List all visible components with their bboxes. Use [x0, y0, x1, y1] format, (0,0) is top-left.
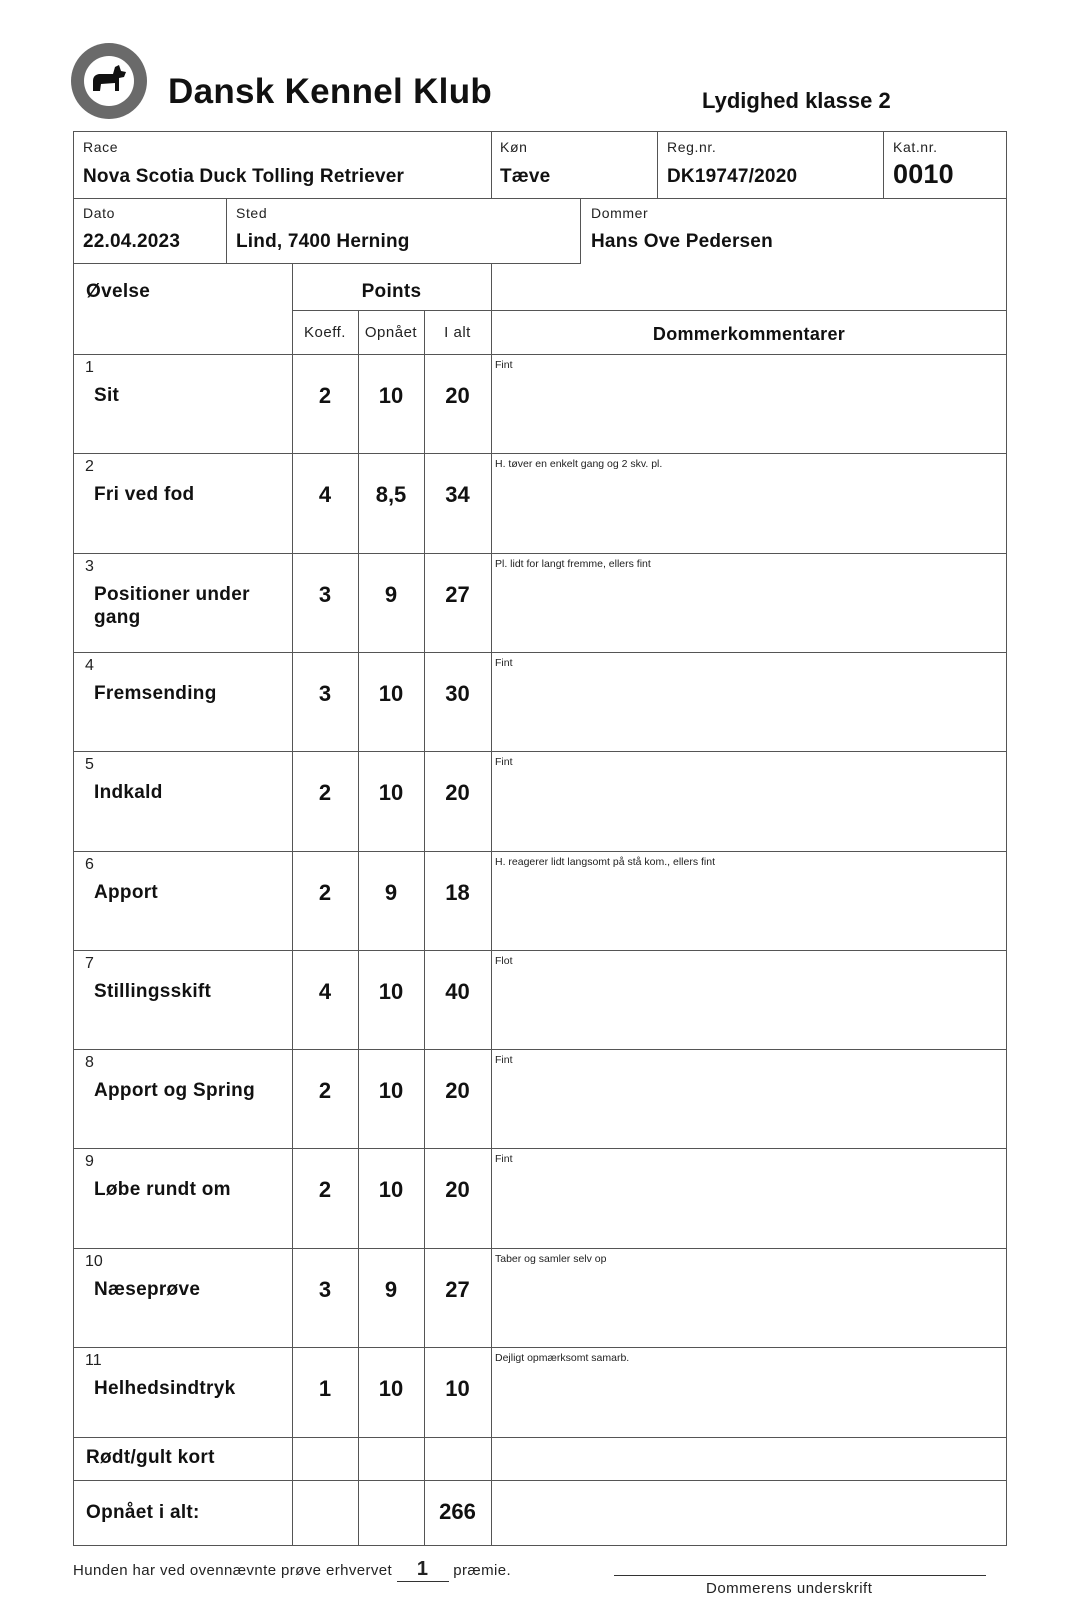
total-value: 30 — [445, 680, 470, 706]
koeff-value: 4 — [318, 482, 332, 508]
exercise-header: Øvelse — [86, 281, 151, 302]
row-divider — [73, 1347, 1007, 1348]
total-value: 27 — [445, 581, 470, 607]
obtained-value: 10 — [378, 680, 404, 706]
judge-comment: Taber og samler selv op — [495, 1252, 607, 1265]
row-divider — [73, 950, 1007, 951]
class-title: Lydighed klasse 2 — [702, 88, 891, 113]
judge-comment: Flot — [495, 954, 513, 967]
place-label: Sted — [236, 205, 268, 221]
total-value: 20 — [445, 383, 470, 408]
sex-value: Tæve — [500, 166, 551, 187]
exercise-number: 3 — [85, 557, 94, 575]
date-value: 22.04.2023 — [83, 231, 181, 252]
judge-comment: H. reagerer lidt langsomt på stå kom., ellers fint — [495, 855, 716, 868]
obtained-value: 10 — [378, 1078, 404, 1104]
judge-comment: Fint — [495, 1153, 513, 1166]
total-value: 20 — [445, 780, 470, 806]
obtained-value: 10 — [378, 978, 404, 1004]
obtained-value: 10 — [378, 780, 404, 806]
exercise-name: Helhedsindtryk — [94, 1378, 236, 1399]
koeff-value: 2 — [318, 383, 332, 408]
exercise-name: Løbe rundt om — [94, 1179, 231, 1201]
exercise-name: Stillingsskift — [94, 980, 212, 1002]
score-sheet — [73, 131, 1007, 1546]
obtained-value: 9 — [384, 879, 398, 905]
koeff-value: 2 — [318, 780, 332, 806]
exercise-number: 8 — [85, 1054, 94, 1072]
total-value: 34 — [445, 482, 470, 508]
exercise-number: 1 — [85, 359, 94, 376]
points-header: Points — [361, 281, 422, 302]
exercise-number: 9 — [85, 1153, 94, 1171]
row-divider — [73, 652, 1007, 653]
koeff-value: 1 — [318, 1376, 332, 1401]
judge-comment: Dejligt opmærksomt samarb. — [495, 1352, 630, 1364]
reg-label: Reg.nr. — [667, 139, 717, 155]
exercise-name: Apport og Spring — [94, 1080, 255, 1102]
total-value: 40 — [445, 978, 470, 1004]
total-value: 20 — [445, 1078, 470, 1104]
exercise-name: Fremsending — [94, 682, 217, 704]
row-divider — [73, 1248, 1007, 1249]
card-label: Rødt/gult kort — [86, 1447, 215, 1468]
date-label: Dato — [83, 205, 115, 221]
kat-value: 0010 — [893, 159, 954, 189]
koeff-value: 2 — [318, 1078, 332, 1104]
obtained-value: 9 — [384, 1276, 398, 1302]
judge-comment: Fint — [495, 656, 513, 669]
exercise-number: 4 — [85, 656, 94, 674]
comments-header: Dommerkommentarer — [652, 324, 846, 344]
exercise-number: 6 — [85, 855, 94, 873]
obtained-value: 10 — [378, 1376, 404, 1401]
reg-value: DK19747/2020 — [667, 166, 798, 187]
prize-text-after: præmie. — [453, 1562, 512, 1579]
total-value: 20 — [445, 1177, 470, 1203]
exercise-number: 2 — [85, 458, 94, 476]
row-divider — [73, 751, 1007, 752]
koeff-value: 2 — [318, 1177, 332, 1203]
total-header: I alt — [444, 324, 471, 341]
exercise-number: 10 — [85, 1252, 103, 1270]
koeff-value: 3 — [318, 581, 332, 607]
kat-label: Kat.nr. — [893, 139, 938, 155]
dkk-logo — [69, 41, 149, 121]
race-label: Race — [83, 139, 119, 155]
prize-statement — [73, 1558, 511, 1582]
exercise-name: Sit — [94, 385, 120, 406]
row-divider — [73, 851, 1007, 852]
exercise-name: Fri ved fod — [94, 484, 195, 506]
exercise-name: Positioner under gang — [94, 583, 250, 628]
koeff-value: 2 — [318, 879, 332, 905]
row-divider — [73, 553, 1007, 554]
signature-label: Dommerens underskrift — [706, 1580, 873, 1597]
koeff-value: 4 — [318, 978, 332, 1004]
total-value: 18 — [445, 879, 470, 905]
total-value: 10 — [445, 1376, 470, 1401]
exercise-number: 11 — [85, 1352, 102, 1369]
judge-comment: Pl. lidt for langt fremme, ellers fint — [495, 557, 651, 570]
exercise-name: Næseprøve — [94, 1278, 201, 1300]
obtained-value: 10 — [378, 1177, 404, 1203]
row-divider — [73, 1049, 1007, 1050]
club-name: Dansk Kennel Klub — [168, 72, 493, 111]
koeff-header: Koeff. — [304, 324, 346, 341]
judge-comment: Fint — [495, 1054, 513, 1067]
judge-value: Hans Ove Pedersen — [591, 231, 773, 252]
obtained-value: 10 — [378, 383, 404, 408]
judge-label: Dommer — [591, 205, 649, 221]
sum-total: 266 — [439, 1499, 476, 1524]
judge-comment: Fint — [495, 359, 513, 371]
race-value: Nova Scotia Duck Tolling Retriever — [83, 166, 405, 187]
exercise-number: 7 — [85, 954, 94, 972]
place-value: Lind, 7400 Herning — [236, 231, 410, 252]
obtained-value: 9 — [384, 581, 398, 607]
exercise-name: Indkald — [94, 782, 163, 804]
prize-text-before: Hunden har ved ovennævnte prøve erhvervet — [73, 1562, 393, 1579]
judge-comment: H. tøver en enkelt gang og 2 skv. pl. — [495, 458, 663, 471]
exercise-name: Apport — [94, 881, 159, 903]
sex-label: Køn — [500, 139, 528, 155]
obtained-value: 8,5 — [375, 482, 407, 508]
exercise-number: 5 — [85, 756, 94, 774]
row-divider — [73, 1148, 1007, 1149]
obtained-header: Opnået — [364, 324, 418, 341]
koeff-value: 3 — [318, 1276, 332, 1302]
sum-label: Opnået i alt: — [86, 1502, 200, 1523]
judge-comment: Fint — [495, 756, 513, 769]
row-divider — [73, 453, 1007, 454]
prize-value: 1 — [397, 1558, 449, 1582]
total-value: 27 — [445, 1276, 470, 1302]
koeff-value: 3 — [318, 680, 332, 706]
signature-line — [614, 1575, 986, 1576]
